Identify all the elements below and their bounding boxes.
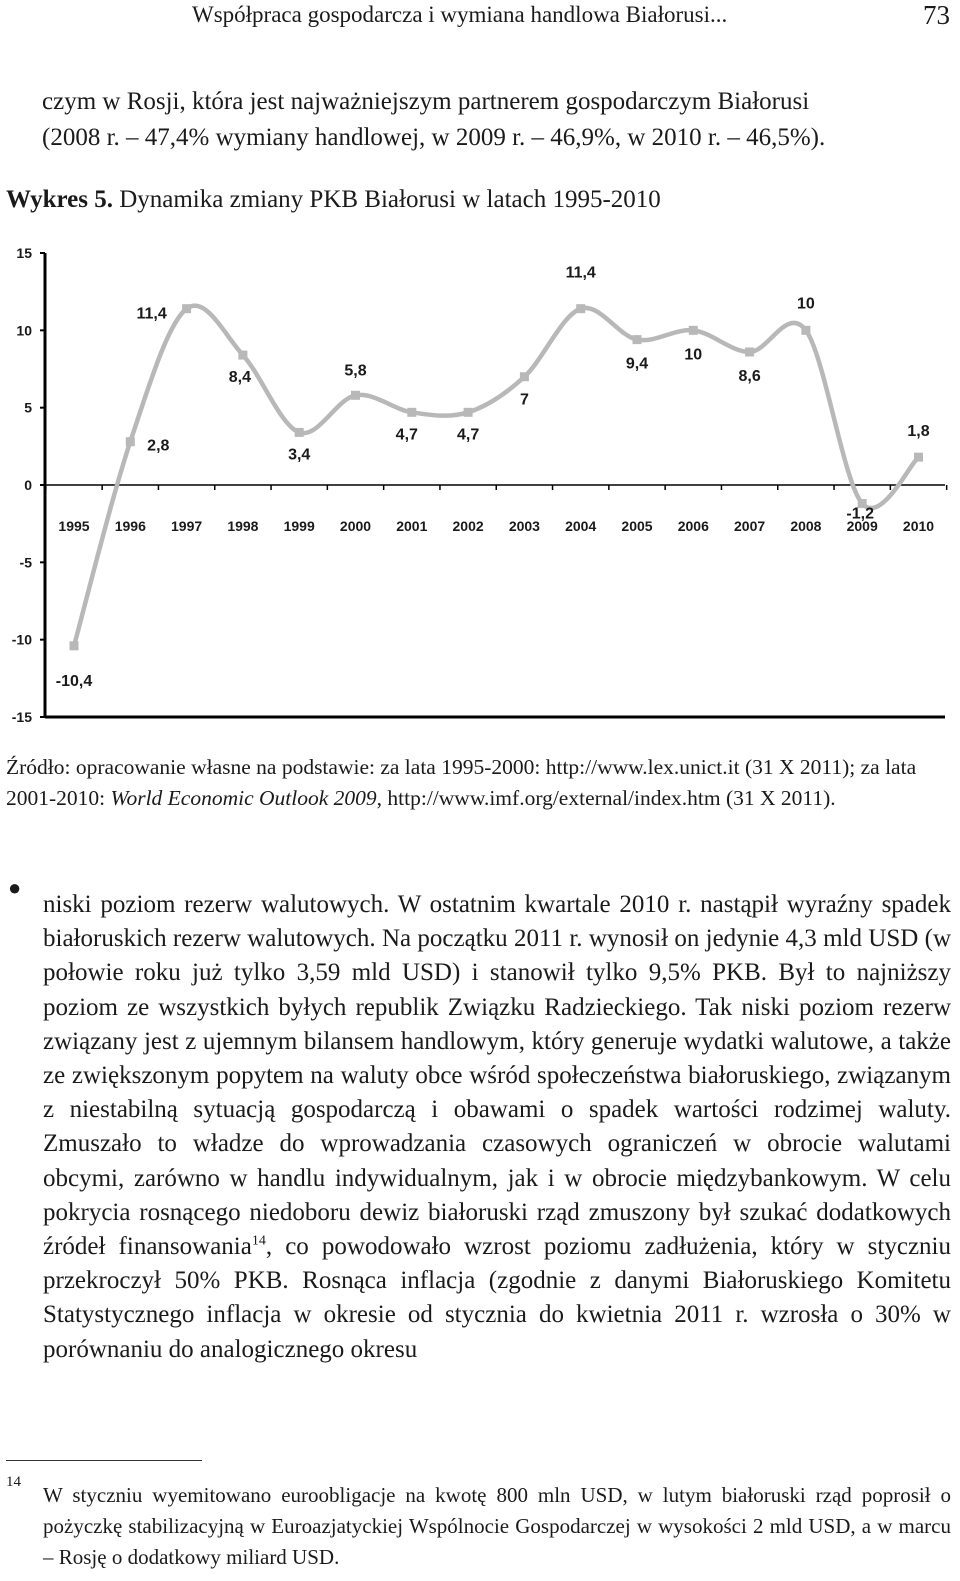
data-label: 9,4 bbox=[625, 355, 649, 373]
data-point-marker bbox=[464, 408, 473, 417]
bullet-point-icon: ● bbox=[8, 875, 22, 900]
x-tick-label: 2003 bbox=[508, 518, 540, 534]
data-point-marker bbox=[182, 304, 191, 313]
data-point-marker bbox=[914, 453, 923, 462]
data-point-marker bbox=[351, 391, 360, 400]
bullet-text-cont: , co powodowało wzrost poziomu zadłużenia, który w styczniu przekroczył 50% PKB. Rosnąca inflacja (zgodnie z danymi Białoruskiego Komitetu Statystycznego inflacja w okresie od stycznia do kwietnia 2011 r. wzrosła o 30% w porównaniu do analogicznego okresu bbox=[43, 1233, 951, 1363]
x-tick-label: 2000 bbox=[339, 518, 372, 534]
source-text-2: , http://www.imf.org/external/index.htm (31 X 2011). bbox=[376, 786, 836, 810]
data-label: 11,4 bbox=[565, 264, 596, 282]
data-label: 5,8 bbox=[344, 362, 367, 380]
source-text-1: Źródło: opracowanie własne na podstawie: za lata 1995-2000: http://www.lex.unict.it (31 X 2011); za lata 2001-2010: bbox=[6, 755, 917, 810]
data-label: 10 bbox=[797, 295, 815, 313]
x-tick-label: 2007 bbox=[734, 518, 766, 534]
x-tick-label: 2006 bbox=[677, 518, 709, 534]
intro-line-1: czym w Rosji, która jest najważniejszym partnerem gospodarczym Białorusi bbox=[42, 88, 810, 115]
running-header: Współpraca gospodarcza i wymiana handlowa Białorusi... bbox=[192, 2, 728, 27]
y-tick-label: 5 bbox=[24, 399, 32, 416]
x-tick-label: 2001 bbox=[396, 518, 428, 534]
data-label: 1,8 bbox=[907, 423, 930, 441]
data-point-marker bbox=[238, 351, 247, 360]
x-tick-label: 2004 bbox=[565, 518, 597, 534]
data-label: -1,2 bbox=[846, 505, 874, 523]
data-label: 8,4 bbox=[228, 369, 252, 387]
data-label: 3,4 bbox=[288, 446, 311, 464]
data-point-marker bbox=[126, 437, 135, 446]
x-tick-label: 2008 bbox=[790, 518, 822, 534]
y-tick-label: 10 bbox=[16, 322, 32, 339]
data-label: 7 bbox=[519, 391, 529, 409]
data-point-marker bbox=[689, 326, 698, 335]
footnote-divider bbox=[6, 1460, 202, 1461]
data-label: 4,7 bbox=[395, 426, 418, 444]
data-point-marker bbox=[576, 304, 585, 313]
data-point-marker bbox=[633, 335, 642, 344]
x-tick-label: 1996 bbox=[114, 518, 146, 534]
data-label: 4,7 bbox=[456, 426, 480, 444]
footnote-text: W styczniu wyemitowano euroobligacje na kwotę 800 mln USD, w lutym białoruski rząd poprosił o pożyczkę stabilizacyjną w Euroazjatyckiej Wspólnocie Gospodarczej w wysokości 2 mld USD, a w marcu – Rosję o dodatkowy miliard USD. bbox=[43, 1483, 951, 1569]
figure-label: Wykres 5. bbox=[6, 186, 113, 213]
source-italic-title: World Economic Outlook 2009 bbox=[110, 786, 377, 810]
data-label: 11,4 bbox=[136, 305, 167, 323]
footnote-number: 14 bbox=[6, 1474, 21, 1490]
bullet-text-main: niski poziom rezerw walutowych. W ostatnim kwartale 2010 r. nastąpił wyraźny spadek białoruskich rezerw walutowych. Na początku 2011 r. wynosił on jedynie 4,3 mld USD (w połowie roku już tylko 3,59 mld USD) i stanowił tylko 9,5% PKB. Był to najniższy poziom ze wszystkich byłych republik Związku Radzieckiego. Tak niski poziom rezerw związany jest z ujemnym bilansem handlowym, który generuje wydatki walutowe, a także ze zwiększonym popytem na waluty obce wśród społeczeństwa białoruskiego, związanym z niestabilną sytuacją gospodarczą i obawami o spadek wartości rodzimej waluty. Zmuszało to władze do wprowadzania czasowych ograniczeń w obrocie walutami obcymi, zarówno w handlu indywidualnym, jak i w obrocie międzybankowym. W celu pokrycia rosnącego niedoboru dewiz białoruski rząd zmuszony był szukać dodatkowych źródeł finansowania bbox=[43, 891, 951, 1261]
data-label: -10,4 bbox=[55, 672, 93, 690]
data-point-marker bbox=[407, 408, 416, 417]
y-tick-label: -5 bbox=[19, 554, 32, 571]
x-tick-label: 2002 bbox=[452, 518, 484, 534]
data-point-marker bbox=[295, 428, 304, 437]
x-tick-label: 2005 bbox=[621, 518, 653, 534]
x-tick-label: 1997 bbox=[171, 518, 203, 534]
y-tick-label: -10 bbox=[11, 631, 32, 648]
source-note bbox=[6, 752, 951, 814]
x-tick-label: 1999 bbox=[283, 518, 315, 534]
data-point-marker bbox=[801, 326, 810, 335]
y-tick-label: -15 bbox=[11, 709, 32, 725]
page-number: 73 bbox=[923, 0, 950, 30]
data-label: 2,8 bbox=[147, 437, 170, 455]
footnote-ref[interactable]: 14 bbox=[251, 1233, 266, 1249]
data-label: 10 bbox=[684, 346, 703, 364]
x-tick-label: 2010 bbox=[902, 518, 935, 534]
y-tick-label: 15 bbox=[16, 245, 32, 261]
data-point-marker bbox=[520, 372, 529, 381]
series-line bbox=[74, 306, 919, 646]
y-tick-label: 0 bbox=[24, 477, 32, 493]
intro-line-2: (2008 r. – 47,4% wymiany handlowej, w 2009 r. – 46,9%, w 2010 r. – 46,5%). bbox=[42, 124, 826, 151]
data-point-marker bbox=[70, 641, 79, 650]
x-tick-label: 1995 bbox=[58, 518, 90, 534]
data-label: 8,6 bbox=[738, 367, 761, 385]
x-tick-label: 2009 bbox=[846, 518, 878, 534]
figure-caption-text: Dynamika zmiany PKB Białorusi w latach 1995-2010 bbox=[112, 186, 661, 213]
data-point-marker bbox=[745, 347, 754, 356]
gdp-line-chart bbox=[0, 240, 960, 730]
figure-caption bbox=[6, 186, 661, 214]
bullet-paragraph bbox=[43, 888, 951, 1367]
x-tick-label: 1998 bbox=[227, 518, 259, 534]
chart-svg bbox=[0, 240, 960, 730]
